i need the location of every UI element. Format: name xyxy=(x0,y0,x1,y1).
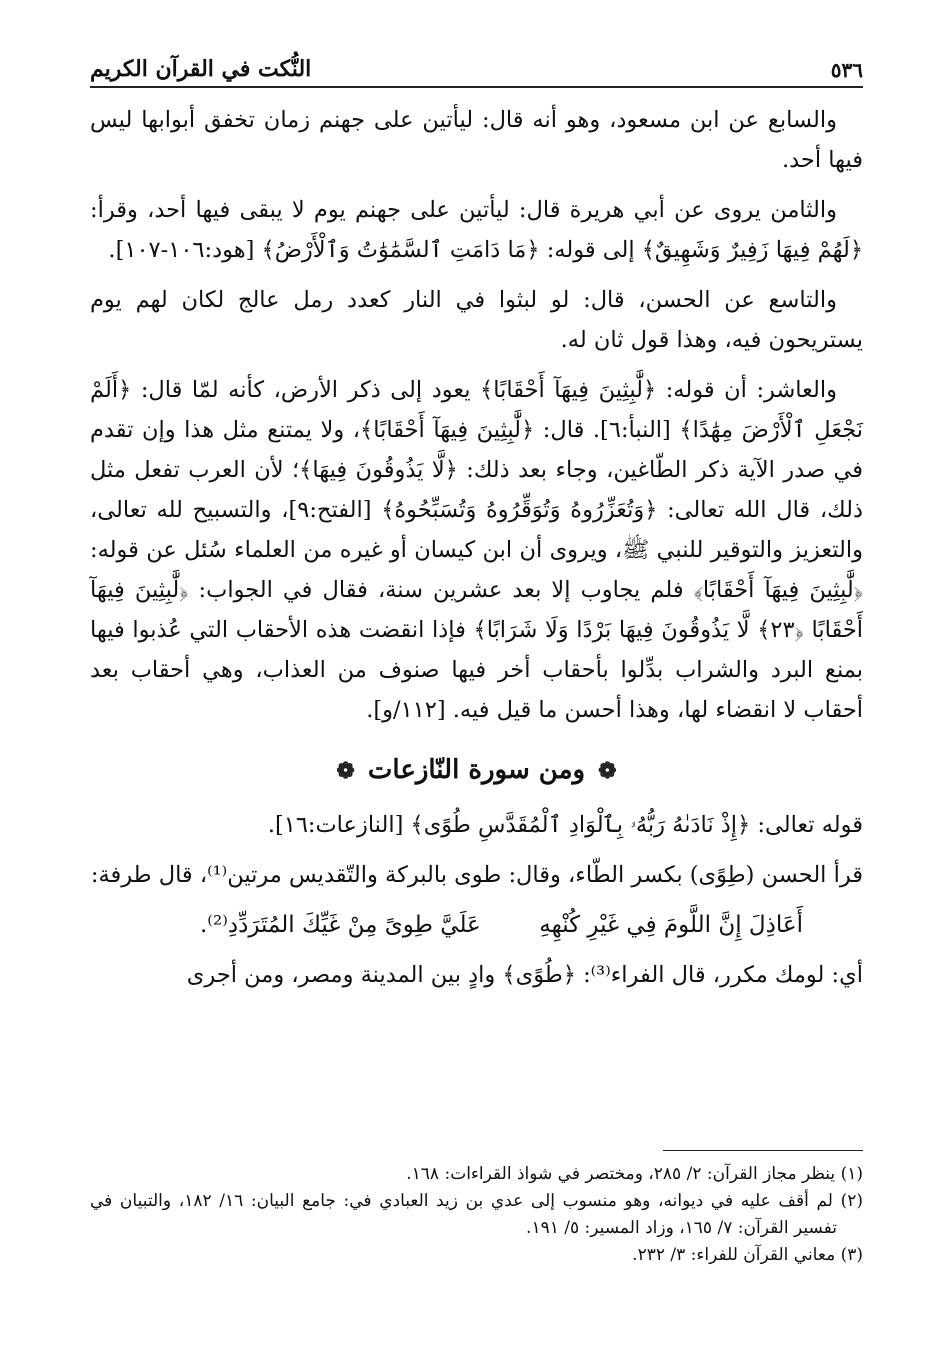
surah-heading xyxy=(90,750,863,791)
ornament-right-icon: ❁ xyxy=(598,758,617,784)
footnote-divider xyxy=(663,1150,863,1151)
footnotes xyxy=(90,1150,863,1269)
closing-paragraph: أي: لومك مكرر، قال الفراء⁽³⁾: ﴿طُوًى﴾ وادٍ بين المدينة ومصر، ومن أجرى xyxy=(186,962,863,988)
surah-heading-text: ومن سورة النّازعات xyxy=(367,755,586,785)
footnote-3: (٣) معاني القرآن للفراء: ٣/ ٢٣٢. xyxy=(632,1245,863,1265)
running-header xyxy=(90,42,863,88)
page-number: ٥٣٦ xyxy=(830,58,863,82)
book-title: النُّكت في القرآن الكريم xyxy=(90,56,312,82)
paragraph-tenth: والعاشر: أن قوله: ﴿لَّٰبِثِينَ فِيهَآ أَحْقَابًا﴾ يعود إلى ذكر الأرض، كأنه لمّا قال: ﴿أَلَمْ نَجْعَلِ ٱلْأَرْضَ مِهَٰدًا﴾ [النبأ:٦]. قال: ﴿لَّٰبِثِينَ فِيهَآ أَحْقَابًا﴾، ولا يمتنع مثل هذا وإن تقدم في صدر الآية ذكر الطّاغين، وجاء بعد ذلك: ﴿لَّا يَذُوقُونَ فِيهَا﴾؛ لأن العرب تفعل مثل ذلك، قال الله تعالى: ﴿وَتُعَزِّرُوهُ وَتُوَقِّرُوهُ وَتُسَبِّحُوهُ﴾ [الفتح:٩]، والتسبيح لله تعالى، والتعزيز والتوقير للنبي ﷺ، ويروى أن ابن كيسان أو غيره من العلماء سُئل عن قوله: ﴿لَّٰبِثِينَ فِيهَآ أَحْقَابًا﴾ فلم يجاوب إلا بعد عشرين سنة، فقال في الجواب: ﴿لَّٰبِثِينَ فِيهَآ أَحْقَابًا ﴿٢٣﴾ لَّا يَذُوقُونَ فِيهَا بَرْدًا وَلَا شَرَابًا﴾ فإذا انقضت هذه الأحقاب التي عُذبوا فيها بمنع البرد والشراب بدِّلوا بأحقاب أخر فيها صنوف من العذاب، وهي أحقاب بعد أحقاب لا انقضاء لها، وهذا أحسن ما قيل فيه. [١١٢/و]. xyxy=(90,377,863,723)
main-text xyxy=(90,100,863,1005)
book-page xyxy=(90,0,863,1355)
paragraph-ninth: والتاسع عن الحسن، قال: لو لبثوا في النار كعدد رمل عالج لكان لهم يوم يستريحون فيه، وهذا قول ثان له. xyxy=(90,287,863,353)
verse-quote-paragraph: قوله تعالى: ﴿إِذْ نَادَىٰهُ رَبُّهُۥ بِٱلْوَادِ ٱلْمُقَدَّسِ طُوًى﴾ [النازعات:١٦]. xyxy=(267,812,863,838)
poem-hemistich-first: أَعَاذِلَ إِنَّ اللَّومَ فِي غَيْرِ كُنْهِهِ xyxy=(539,912,803,938)
poem-hemistich-second: عَلَيَّ طِوىً مِنْ غَيِّكَ المُتَرَدِّدِ⁽²⁾. xyxy=(200,912,481,938)
poem-verse xyxy=(90,905,863,945)
ornament-left-icon: ❁ xyxy=(336,758,355,784)
paragraph-seventh: والسابع عن ابن مسعود، وهو أنه قال: ليأتين على جهنم زمان تخفق أبوابها ليس فيها أحد. xyxy=(90,107,863,173)
paragraph-eighth: والثامن يروى عن أبي هريرة قال: ليأتين على جهنم يوم لا يبقى فيها أحد، وقرأ: ﴿لَهُمْ فِيهَا زَفِيرٌ وَشَهِيقٌ﴾ إلى قوله: ﴿مَا دَامَتِ ٱلسَّمَٰوَٰتُ وَٱلْأَرْضُ﴾ [هود:١٠٦-١٠٧]. xyxy=(90,197,863,263)
footnote-1: (١) ينظر مجاز القرآن: ٢/ ٢٨٥، ومختصر في شواذ القراءات: ١٦٨. xyxy=(406,1164,863,1184)
footnote-2: (٢) لم أقف عليه في ديوانه، وهو منسوب إلى عدي بن زيد العبادي في: جامع البيان: ١٦/ ١٨٢، والتبيان في تفسير القرآن: ٧/ ١٦٥، وزاد المسير: ٥/ ١٩١. xyxy=(90,1191,863,1238)
reading-paragraph: قرأ الحسن (طِوًى) بكسر الطّاء، وقال: طوى بالبركة والتّقديس مرتين⁽¹⁾، قال طرفة: xyxy=(90,862,863,888)
